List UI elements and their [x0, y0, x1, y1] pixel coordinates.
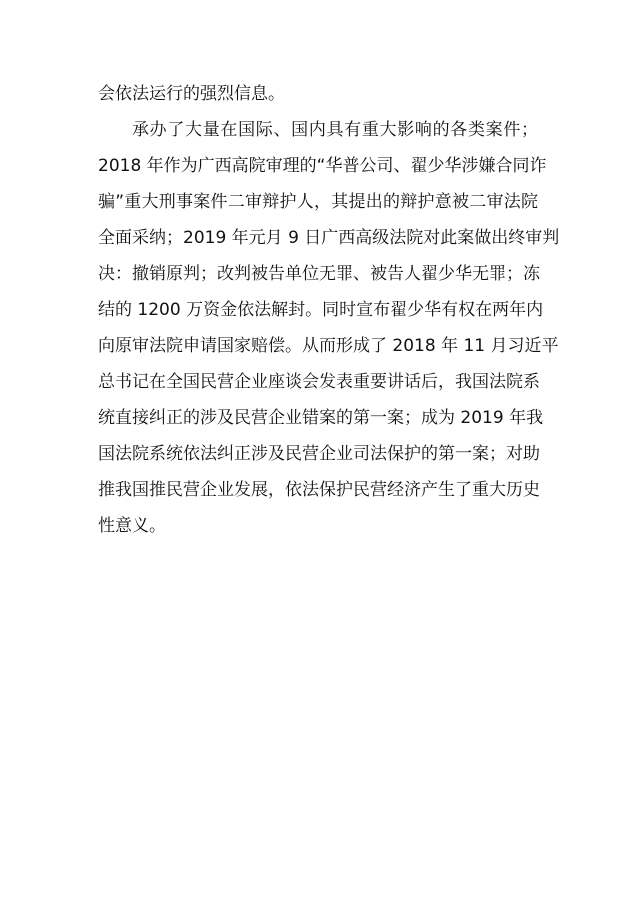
paragraph-line: 总书记在全国民营企业座谈会发表重要讲话后，我国法院系: [98, 372, 540, 392]
paragraph-line: 全面采纳；2019 年元月 9 日广西高级法院对此案做出终审判: [98, 228, 560, 248]
body-text: [98, 76, 560, 544]
paragraph-line: 国法院系统依法纠正涉及民营企业司法保护的第一案；对助: [98, 444, 540, 464]
paragraph-line: 结的 1200 万资金依法解封。同时宣布翟少华有权在两年内: [98, 300, 544, 320]
paragraph-line: 性意义。: [98, 516, 166, 536]
paragraph-line: 统直接纠正的涉及民营企业错案的第一案；成为 2019 年我: [98, 408, 544, 428]
paragraph-line: 2018 年作为广西高院审理的“华普公司、翟少华涉嫌合同诈: [98, 156, 547, 176]
paragraph-line: 会依法运行的强烈信息。: [98, 84, 285, 104]
paragraph-line: 骗”重大刑事案件二审辩护人，其提出的辩护意被二审法院: [98, 192, 538, 212]
paragraph-line: 承办了大量在国际、国内具有重大影响的各类案件；: [132, 120, 538, 140]
paragraph-line: 推我国推民营企业发展，依法保护民营经济产生了重大历史: [98, 480, 540, 500]
paragraph-line: 向原审法院申请国家赔偿。从而形成了 2018 年 11 月习近平: [98, 336, 559, 356]
paragraph-line: 决：撤销原判；改判被告单位无罪、被告人翟少华无罪；冻: [98, 264, 540, 284]
